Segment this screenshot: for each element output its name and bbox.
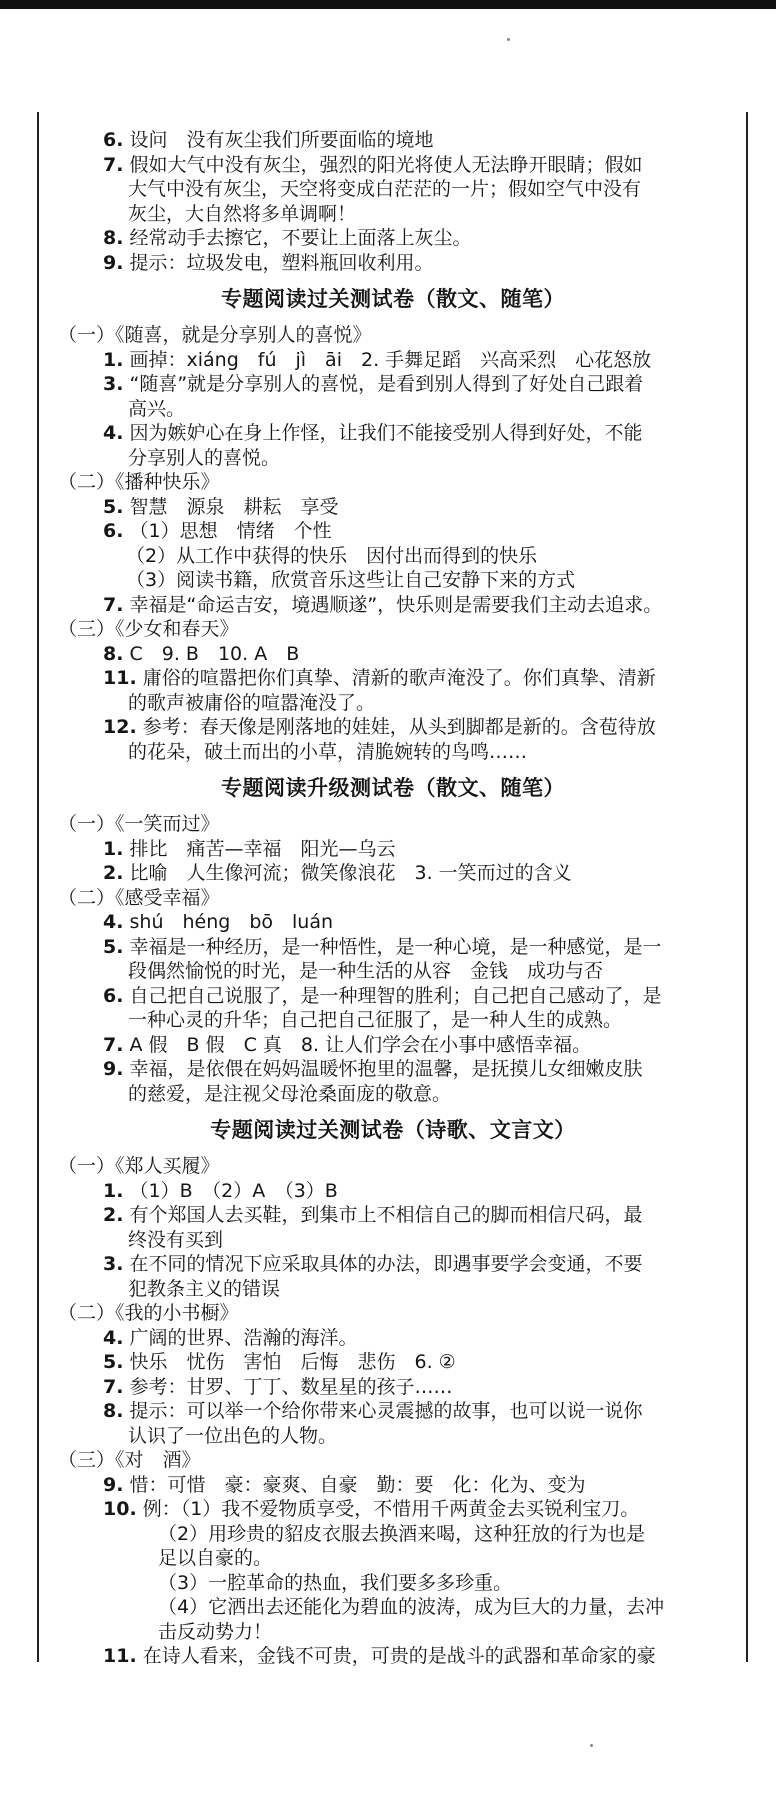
question-number: 7. xyxy=(103,1033,124,1056)
answer-item xyxy=(48,1399,738,1424)
question-number: 8. xyxy=(103,1400,124,1422)
answer-continuation: 高兴。 xyxy=(128,397,186,420)
answer-text: 提示：可以举一个给你带来心灵震撼的故事，也可以说一说你 xyxy=(129,1400,643,1422)
answer-text: A 假 B 假 C 真 8. 让人们学会在小事中感悟幸福。 xyxy=(129,1033,592,1056)
question-number: 9. xyxy=(103,1058,124,1080)
question-number: 6. xyxy=(103,984,124,1007)
answer-continuation: 的花朵，破土而出的小草，清脆婉转的鸟鸣…… xyxy=(128,740,528,763)
answer-continuation: 认识了一位出色的人物。 xyxy=(128,1424,338,1447)
answer-item xyxy=(48,1497,738,1522)
passage-title: （三）《少女和春天》 xyxy=(58,618,239,640)
answer-page xyxy=(48,128,738,1669)
answer-item xyxy=(48,593,738,618)
answer-item xyxy=(48,128,738,153)
answer-text: 例：（1）我不爱物质享受，不惜用千两黄金去买锐利宝刀。 xyxy=(142,1498,640,1520)
passage-title: （一）《随喜，就是分享别人的喜悦》 xyxy=(58,324,372,346)
answer-text: 幸福是一种经历，是一种悟性，是一种心境，是一种感觉，是一 xyxy=(129,935,662,958)
answer-text: 参考：春天像是刚落地的娃娃，从头到脚都是新的。含苞待放 xyxy=(142,716,656,738)
answer-text: 画掉：xiáng fú jì āi 2. 手舞足蹈 兴高采烈 心花怒放 xyxy=(129,348,652,371)
passage-title: （一）《一笑而过》 xyxy=(58,813,220,835)
answer-text: 假如大气中没有灰尘，强烈的阳光将使人无法睁开眼睛；假如 xyxy=(129,153,643,176)
question-number: 7. xyxy=(103,593,124,616)
question-number: 1. xyxy=(103,348,124,371)
question-number: 4. xyxy=(103,422,124,444)
answer-continuation: （4）它洒出去还能化为碧血的波涛，成为巨大的力量，去冲 xyxy=(158,1596,665,1618)
question-number: 3. xyxy=(103,373,124,395)
question-number: 1. xyxy=(103,837,124,860)
answer-continuation: 一种心灵的升华；自己把自己征服了，是一种人生的成熟。 xyxy=(128,1009,623,1031)
answer-text: （1）思想 情绪 个性 xyxy=(129,520,332,542)
answer-item xyxy=(48,861,738,886)
answer-text: （1）B （2）A （3）B xyxy=(129,1179,338,1202)
question-number: 5. xyxy=(103,1351,124,1373)
answer-text: “随喜”就是分享别人的喜悦，是看到别人得到了好处自己跟着 xyxy=(129,373,644,395)
answer-item xyxy=(48,1203,738,1228)
question-number: 5. xyxy=(103,495,124,518)
question-number: 7. xyxy=(103,153,124,176)
answer-item xyxy=(48,153,738,178)
question-number: 2. xyxy=(103,862,124,884)
question-number: 11. xyxy=(103,667,137,689)
answer-text: 比喻 人生像河流；微笑像浪花 3. 一笑而过的含义 xyxy=(129,862,572,884)
question-number: 3. xyxy=(103,1253,124,1275)
answer-item xyxy=(48,910,738,935)
question-number: 11. xyxy=(103,1645,137,1667)
answer-continuation: 的歌声被庸俗的喧嚣淹没了。 xyxy=(128,691,376,714)
question-number: 4. xyxy=(103,911,124,933)
answer-continuation: 足以自豪的。 xyxy=(158,1547,273,1569)
passage-title: （一）《郑人买履》 xyxy=(58,1155,220,1177)
question-number: 8. xyxy=(103,642,124,665)
answer-item xyxy=(48,642,738,667)
answer-text: 幸福是“命运吉安，境遇顺遂”，快乐则是需要我们主动去追求。 xyxy=(129,593,663,616)
answer-item xyxy=(48,837,738,862)
section-heading: 专题阅读升级测试卷（散文、随笔） xyxy=(221,776,565,800)
answer-continuation: 分享别人的喜悦。 xyxy=(128,446,281,469)
question-number: 2. xyxy=(103,1204,124,1226)
answer-text: 提示：垃圾发电，塑料瓶回收利用。 xyxy=(129,251,434,274)
answer-item xyxy=(48,1179,738,1204)
section-heading: 专题阅读过关测试卷（散文、随笔） xyxy=(221,287,565,311)
right-margin-rule xyxy=(746,112,748,1662)
answer-item xyxy=(48,1350,738,1375)
answer-item xyxy=(48,495,738,520)
section-heading: 专题阅读过关测试卷（诗歌、文言文） xyxy=(210,1118,576,1142)
question-number: 8. xyxy=(103,227,124,249)
top-border xyxy=(0,0,776,9)
answer-continuation: 大气中没有灰尘，天空将变成白茫茫的一片；假如空气中没有 xyxy=(128,178,642,200)
answer-item xyxy=(48,519,738,544)
question-number: 10. xyxy=(103,1498,137,1520)
answer-text: 经常动手去擦它，不要让上面落上灰尘。 xyxy=(129,227,472,249)
answer-text: 在诗人看来，金钱不可贵，可贵的是战斗的武器和革命家的豪 xyxy=(142,1645,656,1667)
answer-continuation: 段偶然愉悦的时光，是一种生活的从容 金钱 成功与否 xyxy=(128,960,604,982)
answer-item xyxy=(48,1057,738,1082)
question-number: 9. xyxy=(103,251,124,274)
answer-continuation: 犯教条主义的错误 xyxy=(128,1277,281,1300)
question-number: 6. xyxy=(103,520,124,542)
answer-continuation: 击反动势力！ xyxy=(158,1620,273,1643)
answer-text: 参考：甘罗、丁丁、数星星的孩子…… xyxy=(129,1375,453,1398)
scan-speck xyxy=(590,1744,593,1747)
answer-item xyxy=(48,1375,738,1400)
answer-text: shú héng bō luán xyxy=(129,911,334,933)
question-number: 12. xyxy=(103,716,137,738)
answer-item xyxy=(48,666,738,691)
scan-speck xyxy=(507,38,510,41)
answer-text: 设问 没有灰尘我们所要面临的境地 xyxy=(129,129,434,151)
passage-title: （二）《感受幸福》 xyxy=(58,886,220,909)
answer-item xyxy=(48,1326,738,1351)
answer-continuation: （2）用珍贵的貂皮衣服去换酒来喝，这种狂放的行为也是 xyxy=(158,1522,646,1545)
answer-item xyxy=(48,348,738,373)
answer-continuation: （2）从工作中获得的快乐 因付出而得到的快乐 xyxy=(126,544,538,567)
answer-text: 幸福，是依偎在妈妈温暖怀抱里的温馨，是抚摸儿女细嫩皮肤 xyxy=(129,1058,643,1080)
passage-title: （三）《对 酒》 xyxy=(58,1449,201,1471)
answer-continuation: 的慈爱，是注视父母沧桑面庞的敬意。 xyxy=(128,1082,452,1105)
answer-text: 排比 痛苦—幸福 阳光—乌云 xyxy=(129,837,396,860)
answer-text: 庸俗的喧嚣把你们真挚、清新的歌声淹没了。你们真挚、清新 xyxy=(142,667,656,689)
answer-text: 广阔的世界、浩瀚的海洋。 xyxy=(129,1326,358,1349)
answer-continuation: 终没有买到 xyxy=(128,1228,224,1251)
answer-continuation: （3）一腔革命的热血，我们要多多珍重。 xyxy=(158,1571,513,1594)
answer-text: 快乐 忧伤 害怕 后悔 悲伤 6. ② xyxy=(129,1351,456,1373)
answer-item xyxy=(48,372,738,397)
answer-text: C 9. B 10. A B xyxy=(129,642,300,665)
answer-continuation: 灰尘，大自然将多单调啊！ xyxy=(128,202,357,225)
answer-text: 因为嫉妒心在身上作怪，让我们不能接受别人得到好处，不能 xyxy=(129,422,643,444)
answer-item xyxy=(48,226,738,251)
answer-item xyxy=(48,715,738,740)
question-number: 5. xyxy=(103,935,124,958)
answer-item xyxy=(48,1252,738,1277)
answer-continuation: （3）阅读书籍，欣赏音乐这些让自己安静下来的方式 xyxy=(126,569,576,591)
question-number: 1. xyxy=(103,1179,124,1202)
passage-title: （二）《播种快乐》 xyxy=(58,471,220,493)
answer-item xyxy=(48,1033,738,1058)
answer-item xyxy=(48,984,738,1009)
answer-text: 智慧 源泉 耕耘 享受 xyxy=(129,495,339,518)
question-number: 4. xyxy=(103,1326,124,1349)
answer-item xyxy=(48,935,738,960)
passage-title: （二）《我的小书橱》 xyxy=(58,1302,239,1324)
answer-item xyxy=(48,1473,738,1498)
answer-text: 有个郑国人去买鞋，到集市上不相信自己的脚而相信尺码，最 xyxy=(129,1204,643,1226)
answer-text: 自己把自己说服了，是一种理智的胜利；自己把自己感动了，是 xyxy=(129,984,662,1007)
answer-text: 在不同的情况下应采取具体的办法，即遇事要学会变通，不要 xyxy=(129,1253,643,1275)
answer-item xyxy=(48,1644,738,1669)
question-number: 7. xyxy=(103,1375,124,1398)
answer-item xyxy=(48,251,738,276)
question-number: 6. xyxy=(103,129,124,151)
answer-item xyxy=(48,421,738,446)
question-number: 9. xyxy=(103,1473,124,1496)
answer-text: 惜：可惜 豪：豪爽、自豪 勤：要 化：化为、变为 xyxy=(129,1473,586,1496)
left-margin-rule xyxy=(37,112,39,1662)
